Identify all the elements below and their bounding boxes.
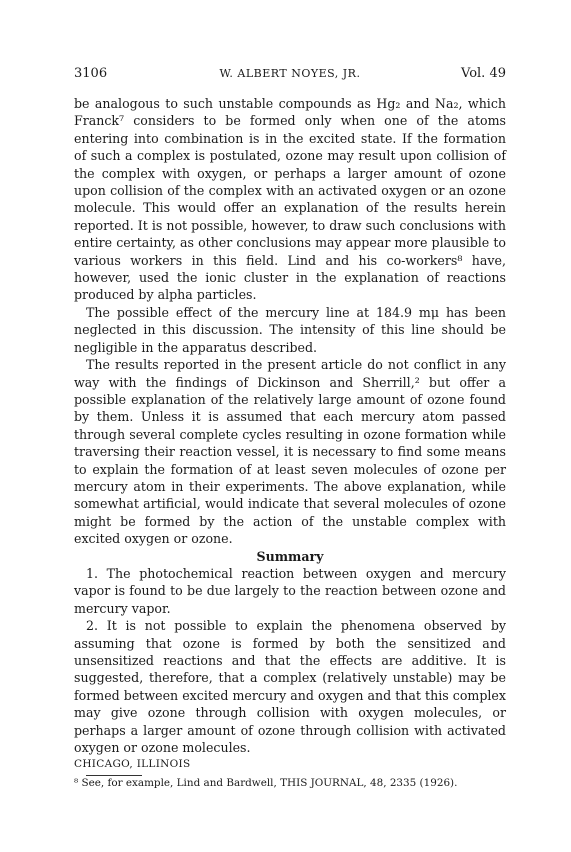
footnote: ⁸ See, for example, Lind and Bardwell, THIS JOURNAL, 48, 2335 (1926).	[74, 776, 458, 789]
summary-item-2: 2. It is not possible to explain the phenomena observed by assuming that ozone is formed by both the sensitized and unsensitized reactions and that the effects are additive. It is suggested, therefore, that a complex (relatively unstable) may be formed between excited mercury and oxygen and that this complex may give ozone through collision with oxygen molecules, or perhaps a larger amount of ozone through collision with activated oxygen or ozone molecules.	[74, 618, 506, 756]
page-number: 3106	[74, 66, 108, 81]
location-line: CHICAGO, ILLINOIS	[74, 758, 191, 771]
paragraph-results: The results reported in the present article do not conflict in any way with the findings of Dickinson and Sherrill,² but offer a possible explanation of the relatively large amount of ozone found by them. Unless it is assumed that each mercury atom passed through several complete cycles resulting in ozone formation while traversing their reaction vessel, it is necessary to find some means to explain the formation of at least seven molecules of ozone per mercury atom in their experiments. The above explanation, while somewhat artificial, would indicate that several molecules of ozone might be formed by the action of the unstable complex with excited oxygen or ozone.	[74, 357, 506, 547]
summary-item-1: 1. The photochemical reaction between oxygen and mercury vapor is found to be due largely to the reaction between ozone and mercury vapor.	[74, 565, 506, 616]
article-body	[74, 95, 506, 790]
page-header	[74, 66, 506, 84]
running-head: W. ALBERT NOYES, JR.	[219, 67, 361, 80]
volume-label: Vol. 49	[461, 66, 506, 81]
summary-heading: Summary	[256, 548, 324, 564]
paragraph-mercury-line: The possible effect of the mercury line at 184.9 mμ has been neglected in this discussion. The intensity of this line should be negligible in the apparatus described.	[74, 304, 506, 355]
paragraph-continued: be analogous to such unstable compounds as Hg₂ and Na₂, which Franck⁷ considers to be formed only when one of the atoms entering into combination is in the excited state. If the formation of such a complex is postulated, ozone may result upon collision of the complex with oxygen, or perhaps a larger amount of ozone upon collision of the complex with an activated oxygen or an ozone molecule. This would offer an explanation of the results herein reported. It is not possible, however, to draw such conclusions with entire certainty, as other conclusions may appear more plausible to various workers in this field. Lind and his co-workers⁸ have, however, used the ionic cluster in the explanation of reactions produced by alpha particles.	[74, 96, 506, 303]
